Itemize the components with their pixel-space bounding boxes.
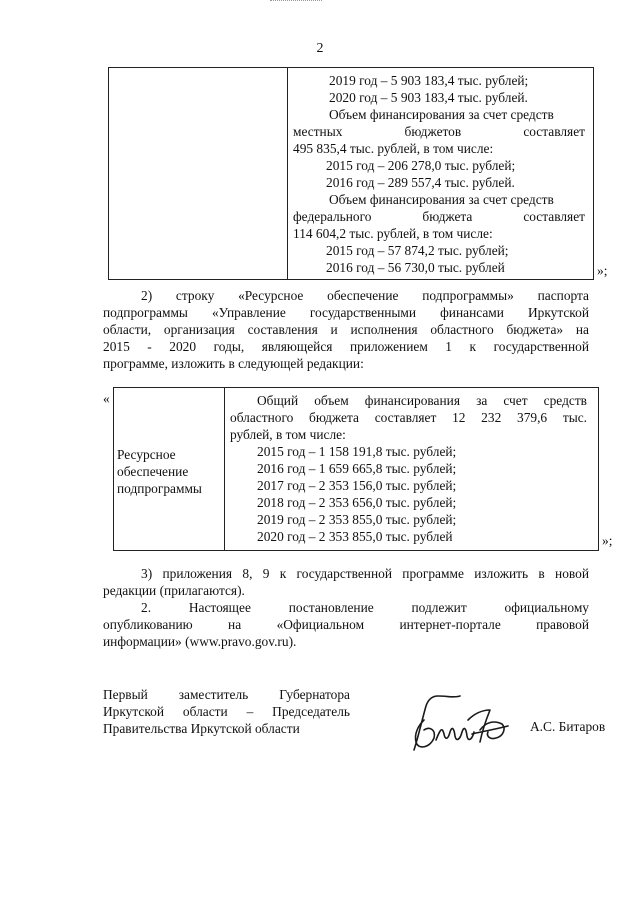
table1-line: 2020 год – 5 903 183,4 тыс. рублей. [329, 90, 528, 105]
table1-line: Объем финансирования за счет средств [329, 107, 554, 122]
table1-line: 2015 год – 206 278,0 тыс. рублей; [326, 158, 516, 173]
table2-opening-quote: « [103, 391, 110, 406]
table1-line: 2016 год – 56 730,0 тыс. рублей [326, 260, 505, 275]
table2-line: 2016 год – 1 659 665,8 тыс. рублей; [257, 461, 457, 476]
table2-line: рублей, в том числе: [230, 427, 346, 442]
para2-line: подпрограммы «Управление государственными финансами Иркутской [103, 305, 589, 320]
para2-line: области, организация составления и исполнения областного бюджета» на [103, 322, 589, 337]
para2-line: программе, изложить в следующей редакции: [103, 356, 364, 371]
signatory-title-line: Правительства Иркутской области [103, 721, 300, 736]
para4-line: информации» (www.pravo.gov.ru). [103, 634, 297, 649]
table1-line: 495 835,4 тыс. рублей, в том числе: [293, 141, 494, 156]
signatory-title-line: Иркутской области – Председатель [103, 704, 350, 719]
table2-line: 2018 год – 2 353 656,0 тыс. рублей; [257, 495, 457, 510]
table2-label-line: подпрограммы [117, 481, 202, 496]
table2-column-divider [224, 387, 225, 550]
table1-line: Объем финансирования за счет средств [329, 192, 554, 207]
table2-line: 2015 год – 1 158 191,8 тыс. рублей; [257, 444, 457, 459]
table2-line: 2019 год – 2 353 855,0 тыс. рублей; [257, 512, 457, 527]
signatory-name: А.С. Битаров [530, 719, 606, 734]
table1-line: 2016 год – 289 557,4 тыс. рублей. [326, 175, 515, 190]
para3-line: 3) приложения 8, 9 к государственной программе изложить в новой [141, 566, 589, 581]
signatory-title-line: Первый заместитель Губернатора [103, 687, 350, 702]
table2-closing-quote: »; [602, 533, 613, 548]
para4-line: опубликованию на «Официальном интернет-портале правовой [103, 617, 589, 632]
table1-line: федерального бюджета составляет [293, 209, 585, 224]
table2-line: 2017 год – 2 353 156,0 тыс. рублей; [257, 478, 457, 493]
scan-top-mark [270, 0, 322, 4]
table2-label-line: Ресурсное [117, 447, 176, 462]
table1-line: 2019 год – 5 903 183,4 тыс. рублей; [329, 73, 529, 88]
table1-column-divider [287, 67, 288, 279]
para2-line: 2015 - 2020 годы, являющейся приложением 1 к государственной [103, 339, 589, 354]
handwritten-signature [408, 690, 518, 758]
table2-line: 2020 год – 2 353 855,0 тыс. рублей [257, 529, 453, 544]
para2-line: 2) строку «Ресурсное обеспечение подпрограммы» паспорта [141, 288, 589, 303]
para4-line: 2. Настоящее постановление подлежит официальному [141, 600, 589, 615]
table1-closing-quote: »; [597, 263, 608, 278]
para3-line: редакции (прилагаются). [103, 583, 245, 598]
table1-line: 2015 год – 57 874,2 тыс. рублей; [326, 243, 509, 258]
table2-line: областного бюджета составляет 12 232 379,6 тыс. [230, 410, 587, 425]
page-number: 2 [316, 41, 324, 56]
table1-line: местных бюджетов составляет [293, 124, 585, 139]
table2-line: Общий объем финансирования за счет средств [257, 393, 587, 408]
table2-label-line: обеспечение [117, 464, 189, 479]
table1-line: 114 604,2 тыс. рублей, в том числе: [293, 226, 493, 241]
